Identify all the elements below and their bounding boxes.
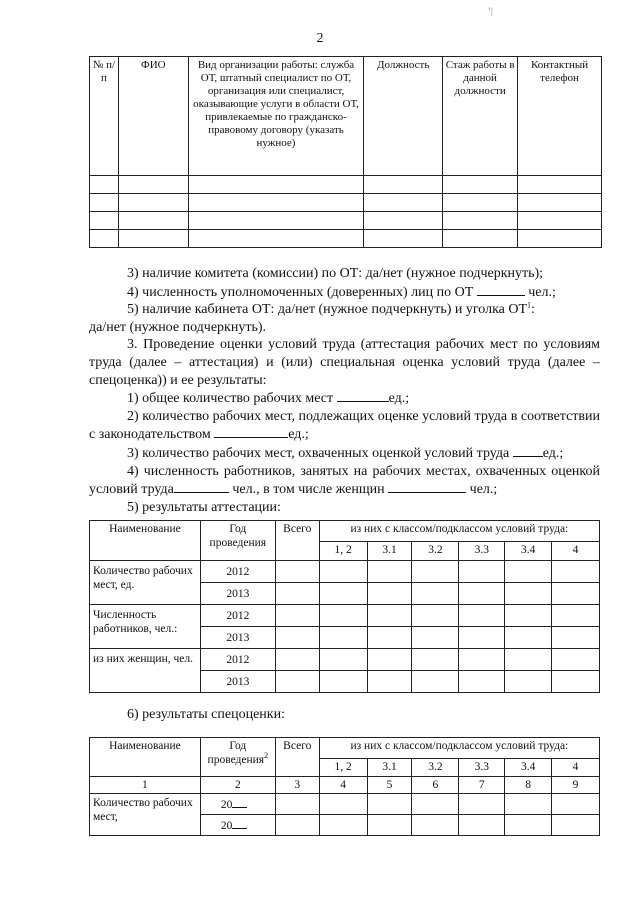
- column-number: 9: [552, 777, 600, 794]
- table-row: [90, 212, 602, 230]
- staff-header-row: [90, 57, 602, 176]
- year-cell: 2012: [200, 561, 275, 583]
- year-cell: 20: [200, 794, 275, 815]
- assess-class-header: 3.4: [505, 759, 552, 777]
- special-assessment-heading: 6) результаты спецоценки:: [127, 707, 285, 722]
- column-number: 6: [412, 777, 459, 794]
- table-row: [90, 194, 602, 212]
- year-cell: 20: [200, 815, 275, 836]
- header-experience: Стаж работы в данной должности: [443, 57, 518, 176]
- staff-table: [89, 56, 602, 248]
- representatives-paragraph: 4) численность уполномоченных (доверенных) лиц по ОТ чел.;: [127, 284, 556, 300]
- attest-header-name: Наименование: [90, 521, 201, 561]
- column-number: 2: [200, 777, 275, 794]
- table-row: [90, 794, 600, 815]
- column-number: 1: [90, 777, 201, 794]
- column-number: 4: [319, 777, 367, 794]
- header-phone: Контактный телефон: [518, 57, 602, 176]
- body-text: [89, 265, 600, 516]
- header-number: № п/п: [90, 57, 119, 176]
- attest-class-header: 3.2: [412, 542, 459, 561]
- attest-class-header: 3.3: [459, 542, 505, 561]
- attestation-results-heading: 5) результаты аттестации:: [127, 499, 281, 515]
- column-number: 3: [275, 777, 319, 794]
- committee-paragraph: 3) наличие комитета (комиссии) по ОТ: да/нет (нужное подчеркнуть);: [127, 266, 544, 281]
- assess-header-year: Год проведения$^2$: [200, 738, 275, 777]
- assessment-section-heading: 3. Проведение оценки условий труда (аттестация рабочих мест по условиям труда (далее – аттестация) и (или) специальная оценка условий труда (далее – спецоценка)) и ее результаты:: [89, 337, 600, 388]
- attest-class-header: 4: [552, 542, 600, 561]
- year-cell: 2013: [200, 583, 275, 605]
- year-cell: 2012: [200, 649, 275, 671]
- attest-header-classes-title: из них с классом/подклассом условий труда:: [319, 521, 599, 542]
- attestation-results-table: [89, 520, 600, 693]
- header-position: Должность: [364, 57, 443, 176]
- assess-class-header: 3.3: [459, 759, 505, 777]
- attest-header-year: Год проведения: [200, 521, 275, 561]
- assess-header-total: Всего: [275, 738, 319, 777]
- row-label-employees: Численность работников, чел.:: [90, 605, 201, 649]
- subject-workplaces-paragraph: 2) количество рабочих мест, подлежащих оценке условий труда в соответствии с законодательством ед.;: [89, 408, 600, 443]
- cabinet-paragraph-cont: да/нет (нужное подчеркнуть).: [89, 319, 266, 335]
- special-assessment-table: [89, 737, 600, 836]
- assess-header-classes-title: из них с классом/подклассом условий труда:: [319, 738, 599, 759]
- table-row: [90, 561, 600, 583]
- table-row: [90, 649, 600, 671]
- corner-mark: ʽ|: [488, 6, 493, 16]
- column-number: 5: [367, 777, 412, 794]
- year-cell: 2012: [200, 605, 275, 627]
- table-row: [90, 176, 602, 194]
- total-workplaces-paragraph: 1) общее количество рабочих мест ед.;: [127, 391, 410, 407]
- attest-class-header: 3.4: [505, 542, 552, 561]
- table-row: [90, 230, 602, 248]
- assess-header-name: Наименование: [90, 738, 201, 777]
- column-numbering-row: [90, 777, 600, 794]
- assess-class-header: 4: [552, 759, 600, 777]
- assess-class-header: 3.2: [412, 759, 459, 777]
- row-label-women: из них женщин, чел.: [90, 649, 201, 693]
- year-cell: 2013: [200, 671, 275, 693]
- attest-class-header: 1, 2: [319, 542, 367, 561]
- row-label-workplaces: Количество рабочих мест,: [90, 794, 201, 836]
- assess-class-header: 3.1: [367, 759, 412, 777]
- employees-paragraph: 4) численность работников, занятых на рабочих местах, охваченных оценкой условий труда чел., в том числе женщин чел.;: [89, 463, 600, 498]
- page-number: 2: [316, 31, 324, 46]
- row-label-workplaces: Количество рабочих мест, ед.: [90, 561, 201, 605]
- year-cell: 2013: [200, 627, 275, 649]
- covered-workplaces-paragraph: 3) количество рабочих мест, охваченных оценкой условий труда ед.;: [127, 445, 564, 461]
- attest-header-total: Всего: [275, 521, 319, 561]
- assess-class-header: 1, 2: [319, 759, 367, 777]
- attest-class-header: 3.1: [367, 542, 412, 561]
- column-number: 8: [505, 777, 552, 794]
- cabinet-paragraph: 5) наличие кабинета ОТ: да/нет (нужное подчеркнуть) и уголка $ОТ^1$:: [127, 300, 535, 318]
- header-work-organization: Вид организации работы: служба ОТ, штатный специалист по ОТ, организация или специалист, оказывающие услуги в области ОТ, привлекаемые по гражданско-правовому договору (указать нужное): [188, 57, 364, 176]
- header-fio: ФИО: [118, 57, 188, 176]
- column-number: 7: [459, 777, 505, 794]
- table-row: [90, 605, 600, 627]
